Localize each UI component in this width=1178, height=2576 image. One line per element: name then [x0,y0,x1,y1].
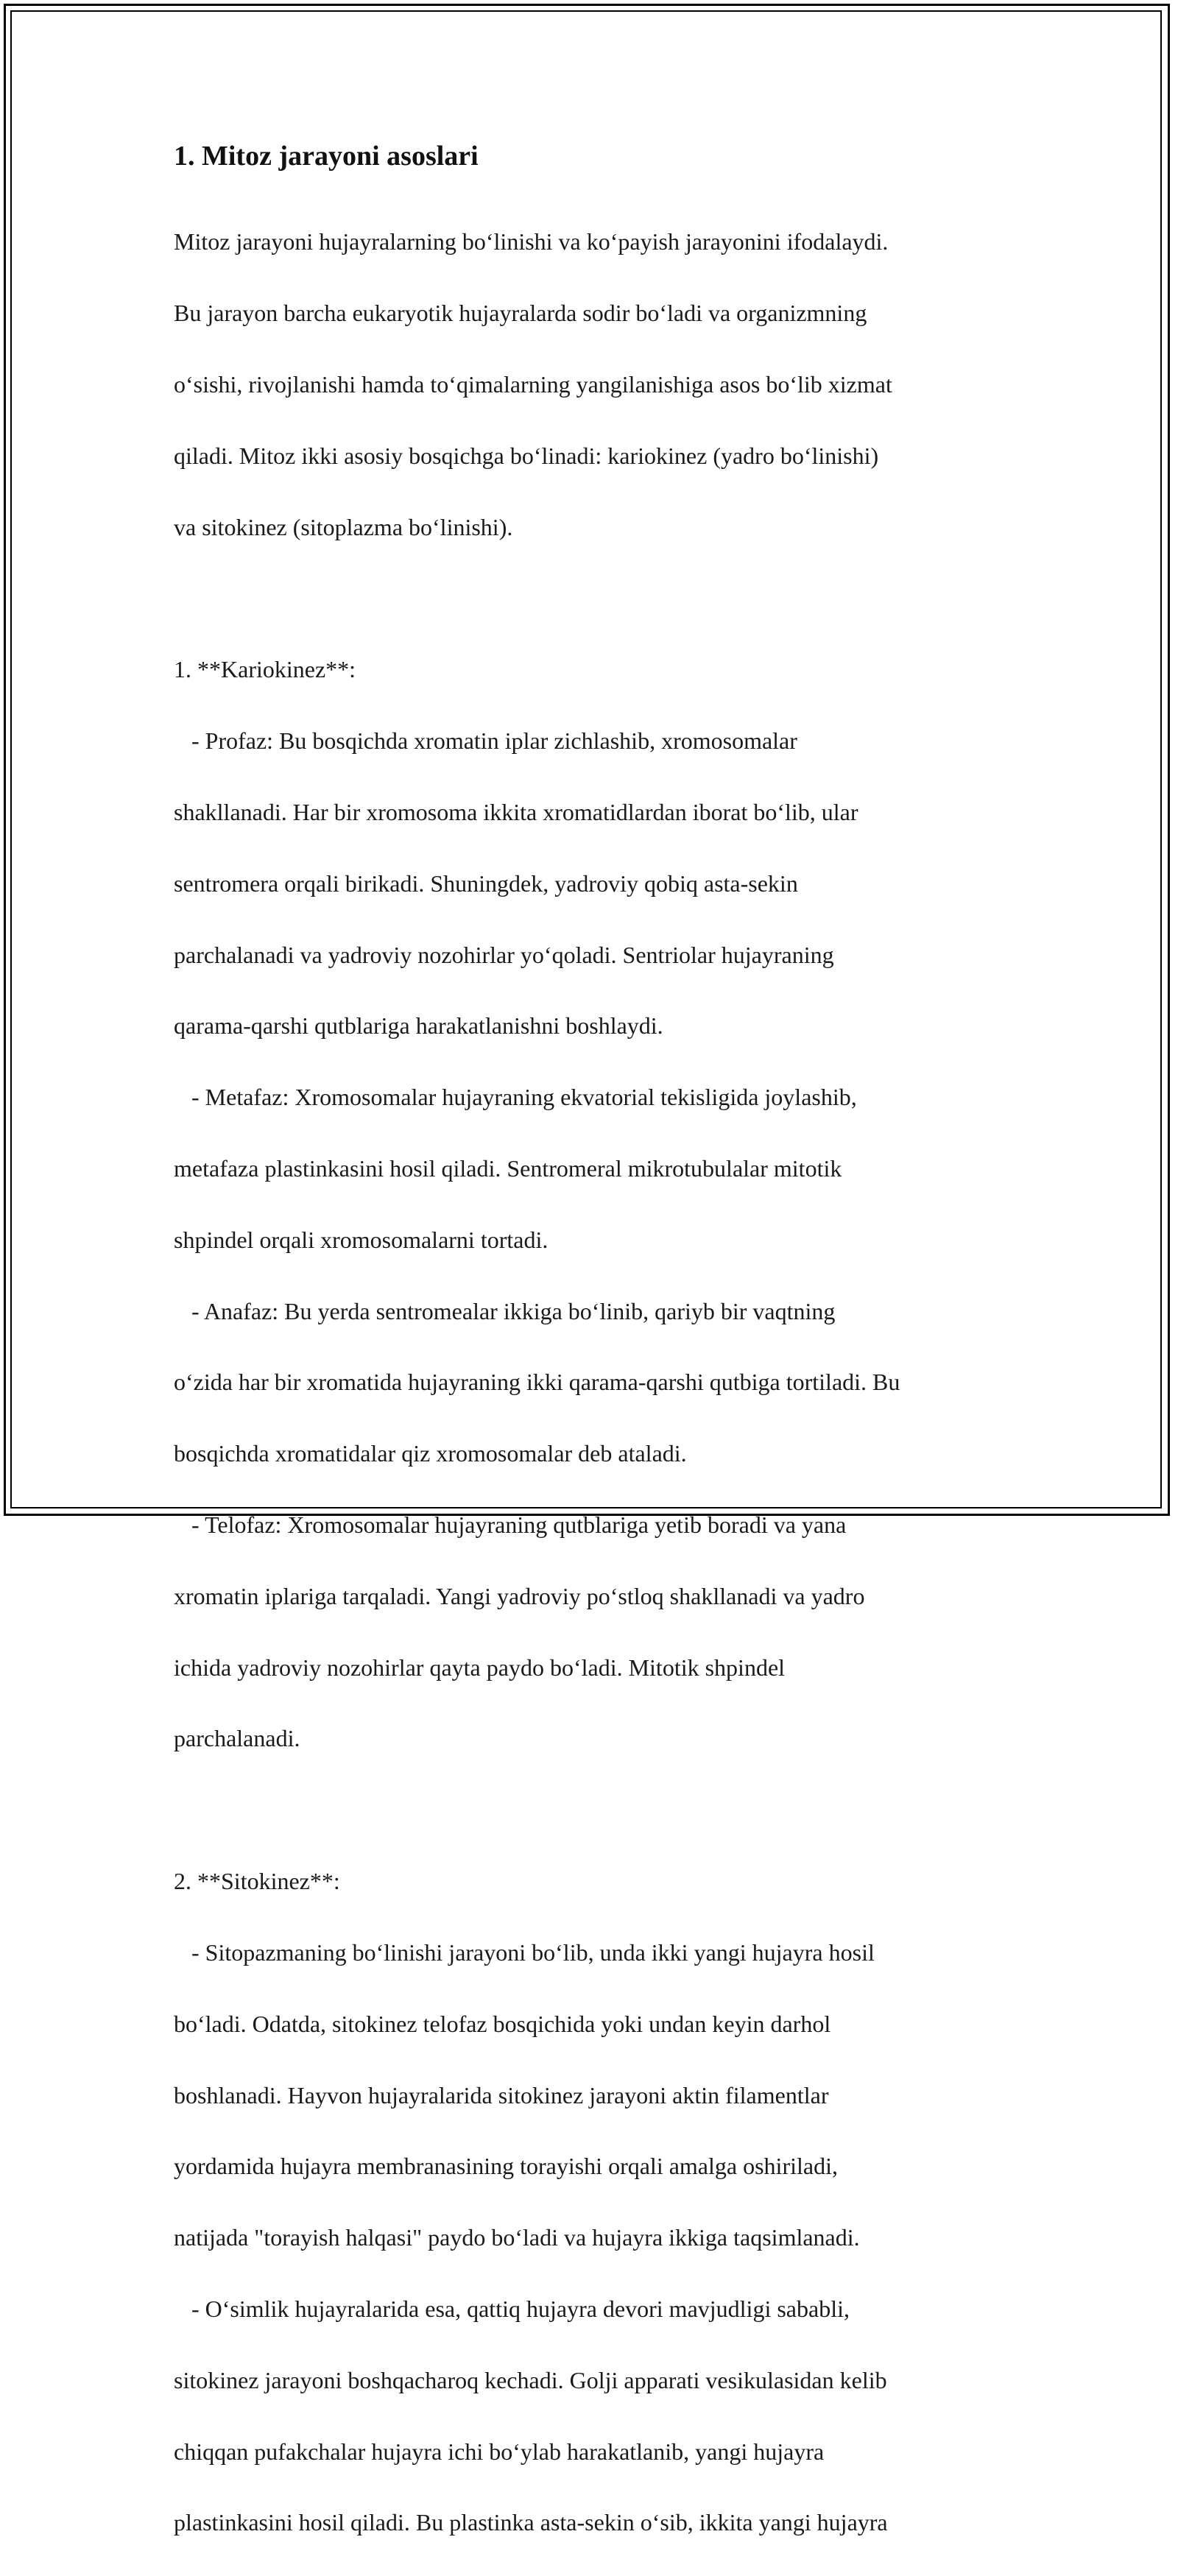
text-line: qiladi. Mitoz ikki asosiy bosqichga boʻlinadi: kariokinez (yadro boʻlinishi) [174,442,879,469]
text-line: xromatin iplariga tarqaladi. Yangi yadroviy poʻstloq shakllanadi va yadro [174,1582,865,1609]
text-line: parchalanadi. [174,1725,300,1752]
text-line: chiqqan pufakchalar hujayra ichi boʻylab harakatlanib, yangi hujayra [174,2438,825,2465]
text-line: shpindel orqali xromosomalarni tortadi. [174,1226,549,1253]
text-line: boshlanadi. Hayvon hujayralarida sitokinez jarayoni aktin filamentlar [174,2081,829,2109]
text-line: shakllanadi. Har bir xromosoma ikkita xromatidlardan iborat boʻlib, ular [174,798,858,825]
text-line: parchalanadi va yadroviy nozohirlar yoʻqoladi. Sentriolar hujayraning [174,941,834,968]
kariokinez-section [174,616,1020,1792]
text-line: bosqichda xromatidalar qiz xromosomalar deb ataladi. [174,1440,687,1467]
text-line: - Anafaz: Bu yerda sentromealar ikkiga boʻlinib, qariyb bir vaqtning [174,1297,836,1324]
intro-paragraph [174,188,1020,580]
text-line: natijada "torayish halqasi" paydo boʻladi va hujayra ikkiga taqsimlanadi. [174,2224,860,2251]
text-line: sitokinez jarayoni boshqacharoq kechadi. Golji apparati vesikulasidan kelib [174,2366,887,2393]
text-line: ichida yadroviy nozohirlar qayta paydo boʻladi. Mitotik shpindel [174,1654,786,1681]
text-line: oʻzida har bir xromatida hujayraning ikki qarama-qarshi qutbiga tortiladi. Bu [174,1369,900,1396]
subsection-title: 2. **Sitokinez**: [174,1868,340,1895]
text-line: - Sitopazmaning boʻlinishi jarayoni boʻlib, unda ikki yangi hujayra hosil [174,1938,875,1966]
text-line: sentromera orqali birikadi. Shuningdek, yadroviy qobiq asta-sekin [174,869,798,897]
blank-line [174,1792,1020,1827]
text-line: va sitokinez (sitoplazma boʻlinishi). [174,513,513,540]
text-line: metafaza plastinkasini hosil qiladi. Sentromeral mikrotubulalar mitotik [174,1154,842,1182]
sitokinez-section [174,1828,1020,2576]
text-line: - Metafaz: Xromosomalar hujayraning ekvatorial tekisligida joylashib, [174,1084,857,1111]
section-heading: 1. Mitoz jarayoni asoslari [174,141,479,172]
text-line: - Telofaz: Xromosomalar hujayraning qutblariga yetib boradi va yana [174,1511,847,1539]
text-line: - Oʻsimlik hujayralarida esa, qattiq hujayra devori mavjudligi sababli, [174,2295,850,2322]
text-line: boʻladi. Odatda, sitokinez telofaz bosqichida yoki undan keyin darhol [174,2010,831,2037]
document-page [174,138,1020,2576]
text-line: Bu jarayon barcha eukaryotik hujayralarda sodir boʻladi va organizmning [174,300,867,327]
text-line: plastinkasini hosil qiladi. Bu plastinka asta-sekin oʻsib, ikkita yangi hujayra [174,2509,888,2536]
text-line: qarama-qarshi qutblariga harakatlanishni boshlaydi. [174,1012,663,1040]
subsection-title: 1. **Kariokinez**: [174,656,356,683]
blank-line [174,580,1020,615]
text-line: yordamida hujayra membranasining torayishi orqali amalga oshiriladi, [174,2153,838,2180]
text-line: Mitoz jarayoni hujayralarning boʻlinishi va koʻpayish jarayonini ifodalaydi. [174,228,889,255]
text-line: - Profaz: Bu bosqichda xromatin iplar zichlashib, xromosomalar [174,727,797,755]
text-line: oʻsishi, rivojlanishi hamda toʻqimalarning yangilanishiga asos boʻlib xizmat [174,371,892,398]
